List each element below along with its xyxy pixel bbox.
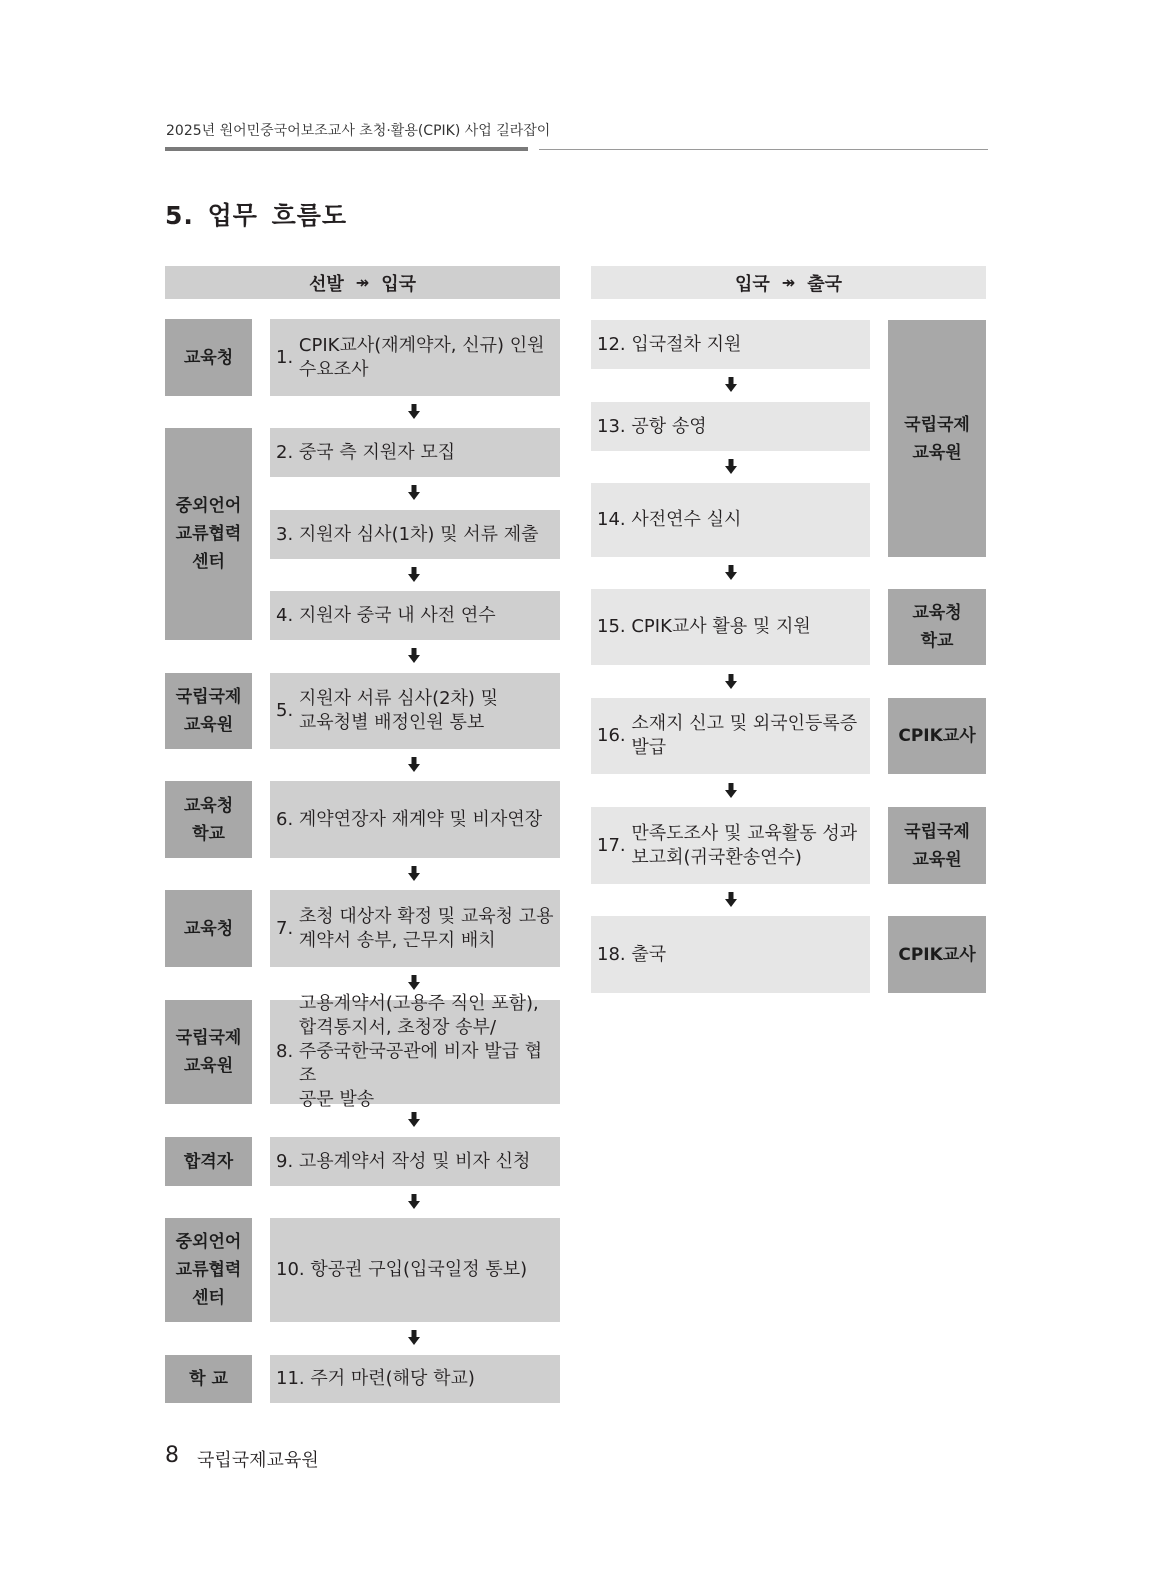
flow-step-18 bbox=[591, 916, 870, 993]
step-text: 중국 측 지원자 모집 bbox=[298, 441, 456, 463]
down-arrow-icon bbox=[404, 1194, 424, 1212]
step-text: 소재지 신고 및 외국인등록증 발급 bbox=[631, 713, 858, 758]
step-number: 9. bbox=[276, 1150, 299, 1172]
flow-step-12 bbox=[591, 320, 870, 369]
down-arrow-icon bbox=[721, 459, 741, 477]
step-number: 18. bbox=[597, 943, 632, 965]
left-column-header bbox=[165, 266, 560, 299]
step-text: CPIK교사(재계약자, 신규) 인원 수요조사 bbox=[298, 334, 545, 380]
down-arrow-icon bbox=[404, 648, 424, 666]
actor-box: 중외언어 교류협력 센터 bbox=[165, 428, 252, 640]
flow-step-15 bbox=[591, 589, 870, 665]
section-title: 5. 업무 흐름도 bbox=[165, 201, 348, 230]
header-to-label: 출국 bbox=[807, 273, 842, 295]
step-number: 6. bbox=[276, 808, 299, 830]
actor-box: 교육청 학교 bbox=[888, 589, 986, 665]
step-number: 12. bbox=[597, 333, 632, 355]
flow-step-3 bbox=[270, 510, 560, 559]
down-arrow-icon bbox=[404, 757, 424, 775]
flow-step-7 bbox=[270, 890, 560, 967]
step-number: 13. bbox=[597, 415, 632, 437]
actor-box: 교육청 bbox=[165, 890, 252, 967]
down-arrow-icon bbox=[404, 567, 424, 585]
flow-step-11 bbox=[270, 1355, 560, 1403]
flow-step-9 bbox=[270, 1137, 560, 1186]
down-arrow-icon bbox=[721, 892, 741, 910]
down-arrow-icon bbox=[721, 377, 741, 395]
step-text: 만족도조사 및 교육활동 성과 보고회(귀국환송연수) bbox=[631, 822, 858, 868]
down-arrow-icon bbox=[404, 866, 424, 884]
down-arrow-icon bbox=[721, 674, 741, 692]
step-number: 15. bbox=[597, 616, 632, 637]
actor-box: 교육청 학교 bbox=[165, 781, 252, 858]
step-text: 고용계약서 작성 및 비자 신청 bbox=[298, 1150, 531, 1172]
step-text: 계약연장자 재계약 및 비자연장 bbox=[298, 808, 543, 830]
step-text: 주거 마련(해당 학교) bbox=[310, 1368, 475, 1389]
down-arrow-icon bbox=[721, 783, 741, 801]
step-number: 11. bbox=[276, 1368, 311, 1389]
step-number: 8. bbox=[276, 1041, 299, 1062]
step-text: 초청 대상자 확정 및 교육청 고용 계약서 송부, 근무지 배치 bbox=[298, 905, 554, 951]
step-text: 사전연수 실시 bbox=[631, 509, 742, 530]
actor-box: CPIK교사 bbox=[888, 698, 986, 774]
down-arrow-icon bbox=[404, 1330, 424, 1348]
actor-box: 국립국제 교육원 bbox=[888, 807, 986, 884]
flow-step-13 bbox=[591, 402, 870, 451]
step-text: CPIK교사 활용 및 지원 bbox=[631, 616, 811, 637]
step-text: 공항 송영 bbox=[631, 415, 707, 437]
step-text: 지원자 중국 내 사전 연수 bbox=[298, 604, 496, 626]
step-text: 고용계약서(고용주 직인 포함), 합격통지서, 초청장 송부/ 주중국한국공관에 비자 발급 협조 공문 발송 bbox=[298, 993, 543, 1110]
step-text: 지원자 서류 심사(2차) 및 교육청별 배정인원 통보 bbox=[298, 688, 499, 733]
right-column-header bbox=[591, 266, 986, 299]
header-to-label: 입국 bbox=[381, 273, 416, 295]
flow-step-10 bbox=[270, 1218, 560, 1322]
header-from-label: 입국 bbox=[735, 273, 770, 295]
down-arrow-icon bbox=[404, 404, 424, 422]
flow-step-1 bbox=[270, 319, 560, 396]
step-number: 5. bbox=[276, 700, 299, 721]
flow-step-6 bbox=[270, 781, 560, 858]
actor-box: 학 교 bbox=[165, 1355, 252, 1403]
actor-box: CPIK교사 bbox=[888, 916, 986, 993]
header-from-label: 선발 bbox=[309, 273, 344, 295]
step-number: 14. bbox=[597, 509, 632, 530]
flow-step-17 bbox=[591, 807, 870, 884]
actor-box: 국립국제 교육원 bbox=[165, 673, 252, 749]
step-number: 2. bbox=[276, 441, 299, 463]
actor-box: 국립국제 교육원 bbox=[165, 1000, 252, 1104]
flow-step-16 bbox=[591, 698, 870, 774]
down-arrow-icon bbox=[721, 565, 741, 583]
header-rule-thick bbox=[165, 147, 528, 151]
step-number: 17. bbox=[597, 834, 632, 856]
step-number: 10. bbox=[276, 1259, 311, 1280]
step-text: 항공권 구입(입국일정 통보) bbox=[310, 1259, 528, 1280]
down-arrow-icon bbox=[404, 485, 424, 503]
step-number: 7. bbox=[276, 917, 299, 939]
down-arrow-icon bbox=[404, 975, 424, 993]
step-text: 입국절차 지원 bbox=[631, 333, 742, 355]
actor-box: 교육청 bbox=[165, 319, 252, 396]
right-arrow-icon: ↠ bbox=[355, 273, 370, 292]
step-number: 4. bbox=[276, 604, 299, 626]
step-number: 3. bbox=[276, 523, 299, 545]
header-rule-thin bbox=[539, 149, 988, 150]
footer-organization: 국립국제교육원 bbox=[197, 1450, 319, 1471]
step-text: 지원자 심사(1차) 및 서류 제출 bbox=[298, 523, 539, 545]
flow-step-4 bbox=[270, 591, 560, 640]
actor-box: 국립국제 교육원 bbox=[888, 320, 986, 557]
flow-step-14 bbox=[591, 483, 870, 557]
step-number: 16. bbox=[597, 725, 632, 746]
running-title: 2025년 원어민중국어보조교사 초청·활용(CPIK) 사업 길라잡이 bbox=[166, 123, 551, 139]
actor-box: 중외언어 교류협력 센터 bbox=[165, 1218, 252, 1322]
page-number: 8 bbox=[165, 1443, 179, 1468]
flow-step-2 bbox=[270, 428, 560, 477]
flow-step-8 bbox=[270, 993, 560, 1110]
flow-step-5 bbox=[270, 673, 560, 749]
right-arrow-icon: ↠ bbox=[781, 273, 796, 292]
actor-box: 합격자 bbox=[165, 1137, 252, 1186]
down-arrow-icon bbox=[404, 1112, 424, 1130]
step-number: 1. bbox=[276, 346, 299, 368]
step-text: 출국 bbox=[631, 943, 667, 965]
